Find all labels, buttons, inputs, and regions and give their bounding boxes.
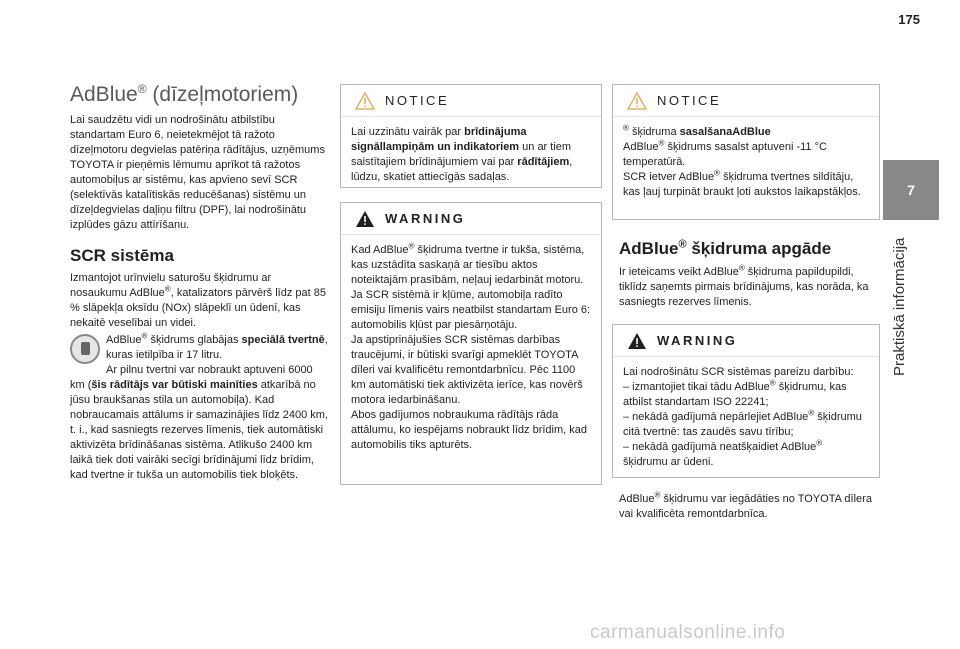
scr-paragraph-2: AdBlue® šķidrums glabājas speciālā tvertnē, kuras ietilpība ir 17 litru. [70,333,330,363]
chapter-tab[interactable]: 7 [883,160,939,220]
column-right [612,84,880,522]
notice-right-p2: AdBlue® šķidrums sasalst aptuveni -11 °C temperatūrā. [623,138,827,168]
warning-p2: Ja SCR sistēmā ir kļūme, automobiļa radīto emisiju līmenis vairs neatbilst standartam Euro 6: automobilis kļūst par piesārņotāju. [351,289,591,331]
page-number: 175 [898,12,920,27]
adblue-purchase-note: AdBlue® šķidrumu var iegādāties no TOYOTA dīlera vai kvalificēta remontdarbnīca. [619,490,872,520]
scr-paragraph-1: Izmantojot urīnvielu saturošu šķidrumu ar nosaukumu AdBlue®, katalizators pārvērš līdz pat 85 % slāpekļa oksīdu (NOx) slāpeklī un ūdenī, kas nekaitē veselībai un videi. [70,272,326,329]
warning-text-right [613,357,879,480]
notice-title: NOTICE [385,93,450,108]
adblue-pump-icon [70,334,100,364]
warning-text [341,235,601,463]
warning-title: WARNING [385,211,466,226]
chapter-title-text: Praktiskā informācija [891,237,908,376]
notice-icon [355,92,375,110]
adblue-supply-heading: AdBlue® šķidruma apgāde [619,238,832,258]
warning-box [340,202,602,485]
scr-heading: SCR sistēma [70,246,174,265]
warning-icon [627,332,647,350]
warning-header-right [613,325,879,357]
scr-paragraph-3: Ar pilnu tvertni var nobraukt aptuveni 6000 km (šis rādītājs var būtiski mainīties atkarībā no jūsu braukšanas stila un automobiļa). Kad nobraucamais attālums ir samazinājies līdz 2400 km, t. i., kad sasniegts rezerves līmenis, tiek automātiski aktivizēta brīdināšanas sistēma. Atlikušo 2400 km laikā tiek doti vairāki secīgi brīdinājumi līdz brīdim, kad tvertne ir tukša un automobilis tiek bloķēts. [70,364,329,481]
chapter-title [891,226,913,376]
column-middle [340,84,602,485]
warning-title-right: WARNING [657,333,738,348]
warning-right-l3: – nekādā gadījumā neatšķaidiet AdBlue® šķidrumu ar ūdeni. [623,438,823,468]
warning-icon [355,210,375,228]
warning-p4: Abos gadījumos nobraukuma rādītājs rāda attālumu, ko iespējams nobraukt līdz brīdim, kad automobilis tiks apturēts. [351,409,588,451]
warning-p3: Ja apstiprinājušies SCR sistēmas darbības traucējumi, ir būtiski svarīgi apmeklēt TOYOTA dīleri vai kvalificētu remontdarbnīcu. Pēc 1100 km automātiski tiek aktivizēta ierīce, kas novērš motora iedarbināšanu. [351,334,583,406]
notice-title-right: NOTICE [657,93,722,108]
section-title: AdBlue® (dīzeļmotoriem) [70,82,299,106]
notice-header-right [613,85,879,117]
warning-right-l1: – izmantojiet tikai tādu AdBlue® šķidrumu, kas atbilst standartam ISO 22241; [623,378,847,408]
warning-box-right [612,324,880,478]
warning-p1: Kad AdBlue® šķidruma tvertne ir tukša, sistēma, kas uzstādīta saskaņā ar tiesību aktos noteiktajām prasībām, neļauj iedarbināt motoru. [351,241,585,286]
notice-right-p3: SCR ietver AdBlue® šķidruma tvertnes sildītāju, kas ļauj turpināt braukt ļoti aukstos laikapstākļos. [623,168,861,198]
adblue-supply-intro: Ir ieteicams veikt AdBlue® šķidruma papildupildi, tiklīdz saņemts pirmais brīdinājums, kas norāda, ka sasniegts rezerves līmenis. [619,263,869,308]
warning-header [341,203,601,235]
watermark: carmanualsonline.info [590,622,786,643]
notice-header [341,85,601,117]
warning-right-p1: Lai nodrošinātu SCR sistēmas pareizu darbību: [623,366,854,378]
notice-box-right [612,84,880,220]
notice-box [340,84,602,188]
notice-text: Lai uzzinātu vairāk par brīdinājuma signāllampiņām un indikatoriem un ar tiem saistītajiem brīdinājumiem vai par rādītājiem, lūdzu, skatiet attiecīgās sadaļas. [351,126,573,183]
column-left [70,82,330,483]
notice-icon [627,92,647,110]
intro-paragraph: Lai saudzētu vidi un nodrošinātu atbilstību standartam Euro 6, neietekmējot tā ražoto dīzeļmotoru degvielas patēriņa rādītājus, uzņēmums TOYOTA ir pieņēmis lēmumu aprīkot tā ražotos automobiļus ar sistēmu, kas apvieno sevī SCR (selektīvās katalītiskās reducēšanas) sistēmu un dīzeļdegvielas daļiņu filtru (DPF), lai nodrošinātu izplūdes gāzu attīrīšanu. [70,114,325,231]
notice-text-right [613,117,879,210]
notice-right-p1: ® šķidruma sasalšanaAdBlue [623,123,771,138]
warning-right-l2: – nekādā gadījumā nepārlejiet AdBlue® šķidrumu citā tvertnē: tas zaudēs savu tīrību; [623,408,862,438]
